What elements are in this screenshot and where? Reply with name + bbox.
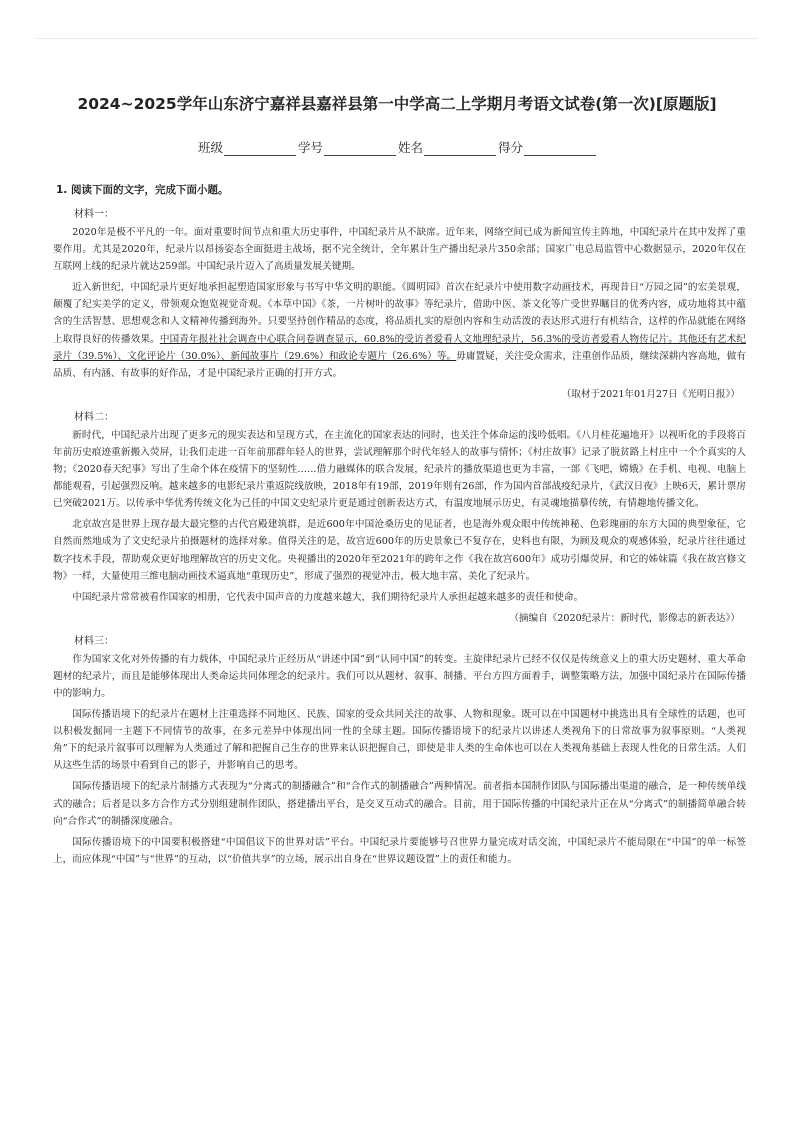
info-label: 姓名	[398, 140, 424, 155]
paragraph: 新时代，中国纪录片出现了更多元的现实表达和呈现方式，在主流化的国家表达的同时，也关注个体命运的浅吟低唱。《八月桂花遍地开》以视听化的手段将百年前历史痕迹重新搬入荧屏，让我们走进一百年前那群年轻人的世界，尝试理解那个时代年轻人的故事与情怀；《村庄故事》记录了脱贫路上村庄中一个个真实的人物；《2020春天纪事》写出了生命个体在疫情下的坚韧性……借力融媒体的联合发展，纪录片的播放渠道也更为丰富，一部《飞吧，嫦娥》在手机、电视、电脑上都能观看，引起强烈反响。越来越多的电影纪录片重返院线放映，2018年有19部，2019年则有26部，作为国内首部战疫纪录片，《武汉日夜》上映6天，累计票房已突破2021万。以传承中华优秀传统文化为己任的中国文史纪录片更是通过创新表达方式，有温度地展示历史，有灵魂地描摹传统，有情趣地传播文化。	[53, 429, 746, 510]
student-id-blank[interactable]	[324, 141, 396, 156]
paragraph: 作为国家文化对外传播的有力载体，中国纪录片正经历从“讲述中国”到“认同中国”的转变。主旋律纪录片已经不仅仅是传统意义上的重大历史题材、重大革命题材的纪录片，而且是能够体现出人类命运共同体理念的纪录片。我们可以从题材、叙事、制播、平台方四方面着手，调整策略方法，加强中国纪录片在国际传播中的影响力。	[53, 653, 746, 699]
underlined-text: 中国青年报社社会调查中心联合问卷调查显示，60.8%的受访者爱看人文地理纪录片，56.3%的受访者爱看人物传记片。其他还有艺术纪录片（39.5%）、文化评论片（30.0%）、新闻故事片（29.6%）和政论专题片（26.6%）等。	[53, 333, 746, 362]
paragraph: 国际传播语境下的纪录片在题材上注重选择不同地区、民族、国家的受众共同关注的故事、人物和现象。既可以在中国题材中挑选出具有全球性的话题，也可以积极发掘同一主题下不同情节的故事，在多元差异中体现出同一性的全球主题。国际传播语境下的纪录片以讲述人类视角下的日常故事为叙事原则。“人类视角”下的纪录片叙事可以理解为人类通过了解和把握自己生存的世界来认识把握自己，即使是非人类的生命体也可以在人类视角基础上表现人性化的日常生活。人们从这些生活的场景中看到自己的影子，并影响自己的思考。	[53, 709, 746, 772]
material-3	[44, 632, 750, 868]
material-2	[44, 408, 750, 624]
class-blank[interactable]	[224, 141, 296, 156]
material-label: 材料一：	[74, 209, 114, 220]
info-label: 得分	[498, 140, 524, 155]
info-label: 学号	[297, 140, 323, 155]
paragraph	[44, 279, 750, 382]
paragraph: 国际传播语境下的中国要积极搭建“中国倡议下的世界对话”平台。中国纪录片要能够号召世界力量完成对话交流，中国纪录片不能局限在“中国”的单一标签上，而应体现“中国”与“世界”的互动，以“价值共享”的立场，展示出自身在“世界议题设置”上的责任和能力。	[53, 836, 746, 865]
info-score	[498, 138, 596, 156]
score-blank[interactable]	[524, 141, 596, 156]
paragraph: 北京故宫是世界上现存最大最完整的古代宫殿建筑群，是近600年中国沧桑历史的见证者，也是海外观众眼中传统神秘、色彩瑰丽的东方大国的典型象征，它自然而然地成为了文史纪录片拍摄题材的选择对象。值得关注的是，故宫近600年的历史景象已不复存在，史料也有限，为顾及观众的观感体验，纪录片往往通过数字技术手段，帮助观众更好地理解故宫的历史文化。央视播出的2020年至2021年的跨年之作《我在故宫600年》成功引爆荧屏，和它的姊妹篇《我在故宫修文物》一样，大量使用三维电脑动画技术逼真地“重现历史”，形成了强烈的视觉冲击，极大地丰富、美化了纪录片。	[53, 519, 746, 582]
paragraph: 中国纪录片常常被看作国家的相册，它代表中国声音的力度越来越大，我们期待纪录片人承担起越来越多的责任和使命。	[72, 591, 584, 603]
source-citation: （摘编自《2020纪录片：新时代，影像志的新表达》）	[509, 612, 740, 624]
page-title: 2024~2025学年山东济宁嘉祥县嘉祥县第一中学高二上学期月考语文试卷(第一次)[原题版]	[77, 95, 717, 113]
info-student-id	[298, 138, 396, 156]
material-label: 材料二：	[74, 411, 114, 423]
source-citation: （取材于2021年01月27日《光明日报》）	[561, 388, 740, 400]
paragraph: 2020年是极不平凡的一年。面对重要时间节点和重大历史事件，中国纪录片从不缺席。近年来，网络空间已成为新闻宣传主阵地，中国纪录片在其中发挥了重要作用。尤其是2020年，纪录片以昂扬姿态全面挺进主战场，据不完全统计，全年累计生产播出纪录片350余部；国家广电总局监管中心数据显示，2020年仅在互联网上线的纪录片就达259部。中国纪录片迈入了高质量发展关键期。	[53, 227, 746, 273]
student-info-row	[44, 138, 750, 156]
info-class	[198, 138, 296, 156]
paragraph-text: 毋庸置疑，关注受众需求，注重创作品质，继续深耕内容高地，做有品质、有内涵、有故事的好作品，才是中国纪录片正确的打开方式。	[53, 350, 747, 379]
paragraph: 国际传播语境下的纪录片制播方式表现为“分离式的制播融合”和“合作式的制播融合”两种情况。前者指本国制作团队与国际播出渠道的融合，是一种传统单线式的融合；后者是以多方合作方式分别组建制作团队，搭建播出平台，是交叉互动式的融合。目前，用于国际传播的中国纪录片正在从“分离式”的制播简单融合转向“合作式”的制播深度融合。	[53, 781, 746, 827]
material-1	[44, 205, 750, 400]
exam-page	[44, 92, 750, 872]
info-name	[398, 138, 496, 156]
paragraph-text: 近入新世纪，中国纪录片更好地承担起塑造国家形象与书写中华文明的职能。《圆明园》首次在纪录片中使用数字动画技术，再现昔日“万园之园”的宏美景观，颠覆了纪实美学的定义，带领观众饱览视觉奇观。《本草中国》《茶，一片树叶的故事》等纪录片，借助中医、茶文化等广受世界瞩目的优秀内容，成功地将其中蕴含的生活智慧、思想观念和人文精神传播到海外。只要坚持创作精品的态度，将品质扎实的原创内容和生动活泼的表达形式进行有机结合，这样的作品就能在网络上取得良好的传播效果。	[53, 282, 746, 345]
info-label: 班级	[197, 140, 223, 155]
material-label: 材料三：	[74, 635, 114, 647]
question-heading: 1. 阅读下面的文字，完成下面小题。	[56, 184, 229, 196]
name-blank[interactable]	[424, 141, 496, 156]
top-divider	[36, 38, 758, 39]
